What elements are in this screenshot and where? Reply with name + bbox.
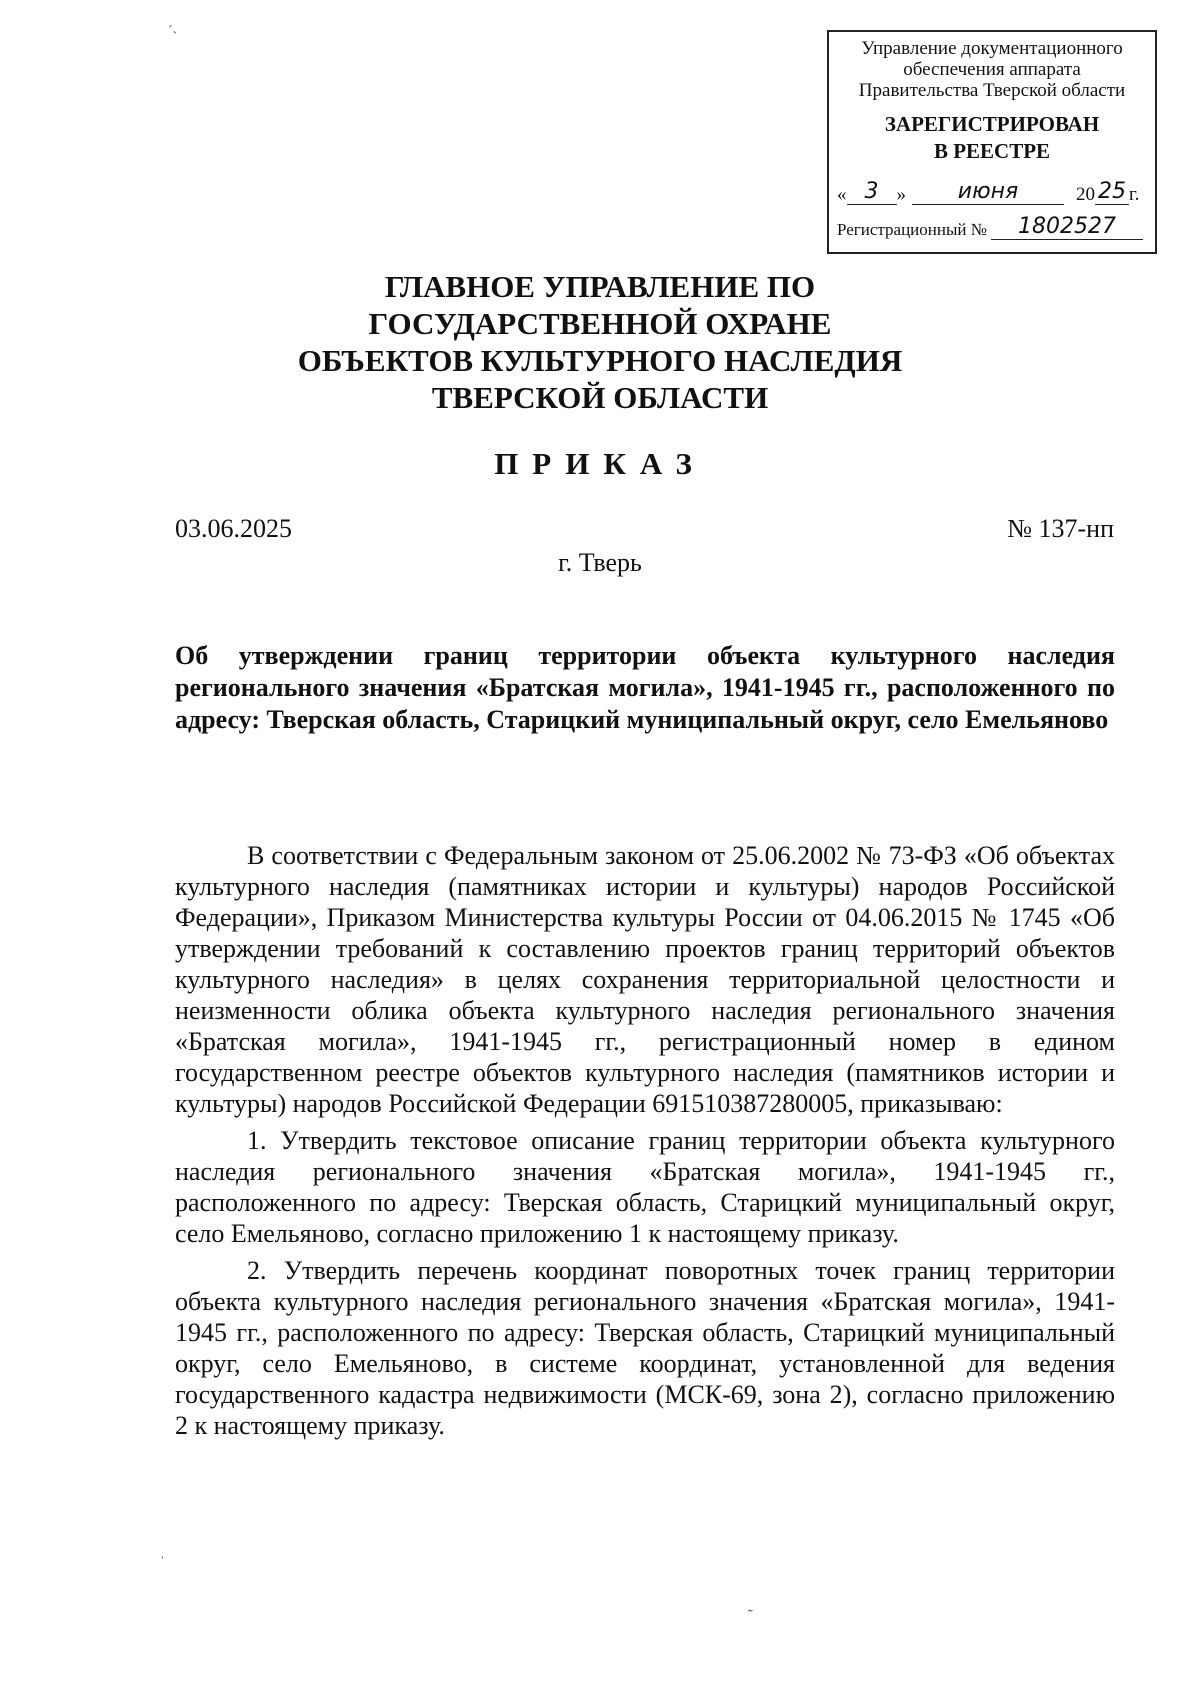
stamp-quote-open: « — [837, 184, 847, 205]
registration-stamp — [827, 30, 1157, 254]
body-item-2: 2. Утвердить перечень координат поворотных точек границ территории объекта культурного наследия регионального значения «Братская могила», 1941-1945 гг., расположенного по адресу: Тверская область, Старицкий муниципальный округ, село Емельяново, в системе координат, установленной для ведения государственного кадастра недвижимости (МСК-69, зона 2), согласно приложению 2 к настоящему приказу. — [175, 1256, 1115, 1440]
heading-line: ОБЪЕКТОВ КУЛЬТУРНОГО НАСЛЕДИЯ — [297, 343, 903, 378]
stamp-registered-line: В РЕЕСТРЕ — [933, 139, 1051, 163]
stamp-registered-line: ЗАРЕГИСТРИРОВАН — [884, 112, 1100, 136]
stamp-registered-label — [837, 111, 1147, 165]
scan-speck: ˊ˴ — [168, 24, 178, 39]
scan-speck: ˷ — [748, 1598, 753, 1613]
stamp-handwritten-year: 25 — [1095, 180, 1129, 205]
stamp-quote-close: » — [896, 184, 906, 205]
organization-heading — [180, 268, 1020, 416]
stamp-org-line: обеспечения аппарата — [903, 59, 1081, 80]
stamp-year-unit: г. — [1129, 184, 1140, 205]
body-item-1: 1. Утвердить текстовое описание границ территории объекта культурного наследия регионального значения «Братская могила», 1941-1945 гг., расположенного по адресу: Тверская область, Старицкий муниципальный округ, село Емельяново, согласно приложению 1 к настоящему приказу. — [175, 1126, 1115, 1248]
document-title: Об утверждении границ территории объекта культурного наследия регионального значения «Братская могила», 1941-1945 гг., расположенного по адресу: Тверская область, Старицкий муниципальный округ, село Емельяново — [175, 641, 1115, 734]
document-type: ПРИКАЗ — [494, 446, 706, 481]
stamp-org-line: Правительства Тверской области — [858, 80, 1126, 101]
document-number: № 137-нп — [1007, 514, 1114, 543]
body-intro-paragraph: В соответствии с Федеральным законом от 25.06.2002 № 73-ФЗ «Об объектах культурного наследия (памятниках истории и культуры) народов Российской Федерации», Приказом Министерства культуры России от 04.06.2015 № 1745 «Об утверждении требований к составлению проектов границ территорий объектов культурного наследия» в целях сохранения территориальной целостности и неизменности облика объекта культурного наследия регионального значения «Братская могила», 1941-1945 гг., регистрационный номер в едином государственном реестре объектов культурного наследия (памятников истории и культуры) народов Российской Федерации 691510387280005, приказываю: — [175, 841, 1115, 1118]
stamp-date-row — [837, 177, 1147, 205]
stamp-number-label: Регистрационный № — [837, 220, 987, 239]
heading-line: ТВЕРСКОЙ ОБЛАСТИ — [431, 380, 769, 415]
document-city: г. Тверь — [558, 548, 642, 577]
scan-speck: ˈ — [160, 1555, 165, 1570]
heading-line: ГЛАВНОЕ УПРАВЛЕНИЕ ПО — [384, 269, 816, 304]
stamp-handwritten-month: июня — [912, 180, 1064, 205]
stamp-number-row — [837, 215, 1147, 240]
document-body — [175, 840, 1115, 1441]
stamp-handwritten-number: 1802527 — [991, 215, 1143, 240]
stamp-year-prefix: 20 — [1076, 184, 1095, 205]
stamp-handwritten-day: 3 — [847, 180, 897, 205]
heading-line: ГОСУДАРСТВЕННОЙ ОХРАНЕ — [368, 306, 832, 341]
stamp-org-line: Управление документационного — [861, 38, 1123, 59]
document-date: 03.06.2025 — [175, 514, 292, 543]
